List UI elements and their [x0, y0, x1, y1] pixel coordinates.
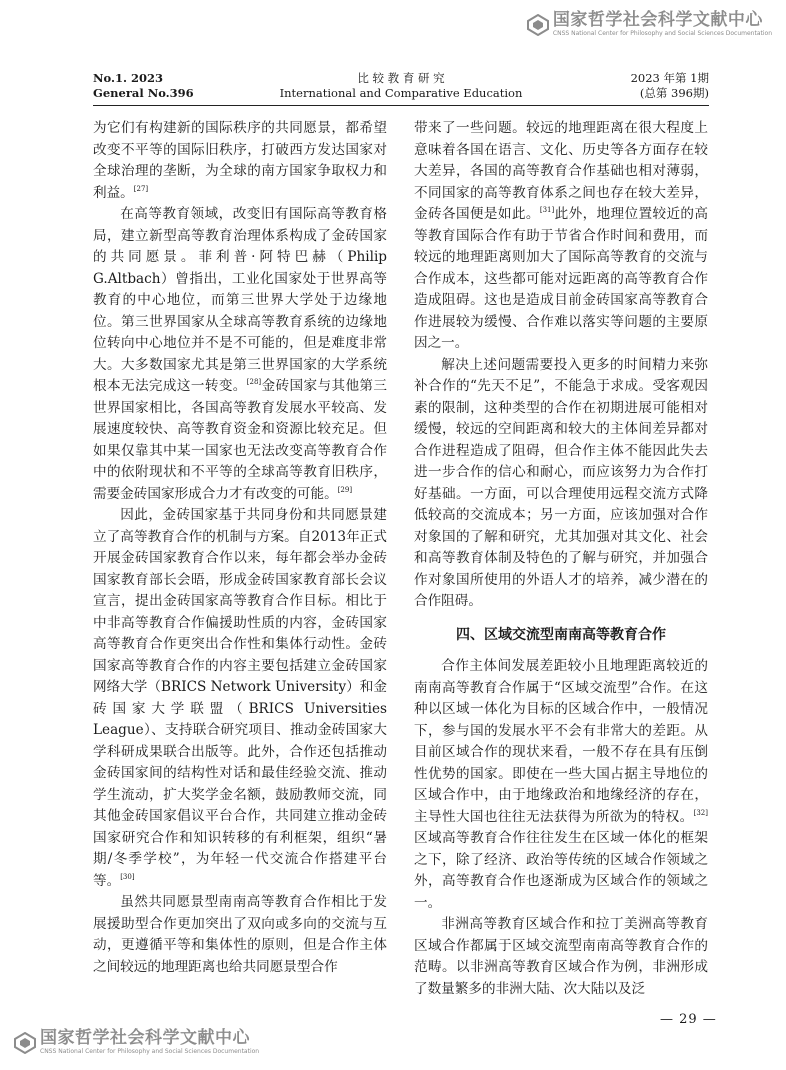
cnss-logo-icon — [527, 14, 549, 36]
watermark-logo-bottom — [14, 1030, 259, 1055]
left-column — [93, 118, 387, 978]
watermark-title: 国家哲学社会科学文献中心 — [552, 10, 763, 30]
paragraph: 非洲高等教育区域合作和拉丁美洲高等教育区域合作都属于区域交流型南南高等教育合作的范畴。以非洲高等教育区域合作为例，非洲形成了数量繁多的非洲大陆、次大陆以及泛 — [414, 916, 708, 997]
watermark-logo-top — [527, 12, 772, 37]
paragraph: 为它们有构建新的国际秩序的共同愿景，都希望改变不平等的国际旧秩序，打破西方发达国家对全球治理的垄断，为全球的南方国家争取权力和利益。[27] — [93, 120, 387, 201]
paragraph: 解决上述问题需要投入更多的时间精力来弥补合作的“先天不足”，不能急于求成。受客观因素的限制，这种类型的合作在初期进展可能相对缓慢，较远的空间距离和较大的主体间差异都对合作进程造成了阻碍，但合作主体不能因此失去进一步合作的信心和耐心，而应该努力为合作打好基础。一方面，可以合理使用远程交流方式降低较高的交流成本；另一方面，应该加强对合作对象国的了解和研究，尤其加强对其文化、社会和高等教育体制及特色的了解与研究，并加强合作对象国所使用的外语人才的培养，减少潜在的合作阻碍。 — [414, 356, 708, 609]
section-heading: 四、区域交流型南南高等教育合作 — [456, 626, 666, 643]
citation-ref: [29] — [337, 485, 353, 494]
journal-title-cn: 比 较 教 育 研 究 — [357, 71, 445, 85]
citation-ref: [27] — [133, 184, 149, 193]
citation-ref: [31] — [539, 206, 555, 214]
page-number: — 29 — — [660, 1012, 717, 1027]
paragraph: 在高等教育领域，改变旧有国际高等教育格局，建立新型高等教育治理体系构成了金砖国家的共同愿景。菲利普·阿特巴赫（Philip G.Altbach）曾指出，工业化国家处于世界高等教育的中心地位，而第三世界大学处于边缘地位。第三世界国家从全球高等教育系统的边缘地位转向中心地位并不是不可能的，但是难度非常大。大多数国家尤其是第三世界国家的大学系统根本无法完成这一转变。[28]金砖国家与其他第三世界国家相比，各国高等教育发展水平较高、发展速度较快、高等教育资金和资源比较充足。但如果仅靠其中某一国家也无法改变高等教育合作中的依附现状和不平等的全球高等教育旧秩序，需要金砖国家形成合力才有改变的可能。[29] — [93, 206, 388, 502]
cnss-logo-icon — [14, 1032, 36, 1054]
issue-number: No.1. 2023 — [93, 71, 163, 85]
paragraph: 合作主体间发展差距较小且地理距离较近的南南高等教育合作属于“区域交流型”合作。在这种以区域一体化为目标的区域合作中，一般情况下，参与国的发展水平不会有非常大的差距。从目前区域合作的现状来看，一般不存在具有压倒性优势的国家。即使在一些大国占据主导地位的区域合作中，由于地缘政治和地缘经济的存在，主导性大国也往往无法获得为所欲为的特权。[32]区域高等教育合作往往发生在区域一体化的框架之下，除了经济、政治等传统的区域合作领域之外，高等教育合作也逐渐成为区域合作的领域之一。 — [414, 658, 708, 911]
issue-info-cn — [631, 71, 709, 101]
journal-header — [93, 71, 709, 106]
journal-title-en: International and Comparative Education — [279, 86, 523, 100]
general-number-cn: (总第 396期) — [639, 86, 709, 100]
general-number: General No.396 — [93, 86, 194, 100]
citation-ref: [32] — [693, 808, 708, 817]
paragraph: 因此，金砖国家基于共同身份和共同愿景建立了高等教育合作的机制与方案。自2013年正式开展金砖国家教育合作以来，每年都会举办金砖国家教育部长会晤，形成金砖国家教育部长会议宣言，提出金砖国家高等教育合作目标。相比于中非高等教育合作偏援助性质的内容，金砖国家高等教育合作更突出合作性和集体行动性。金砖国家高等教育合作的内容主要包括建立金砖国家网络大学（BRICS Network University）和金砖国家大学联盟（BRICS Universities League）、支持联合研究项目、推动金砖国家大学科研成果联合出版等。此外，合作还包括推动金砖国家间的结构性对话和最佳经验交流、推动学生流动，扩大奖学金名额，鼓励教师交流，同其他金砖国家倡议平台合作，共同建立推动金砖国家研究合作和知识转移的有利框架，组织“暑期/冬季学校”，为年轻一代交流合作搭建平台等。[30] — [93, 507, 387, 889]
watermark-title: 国家哲学社会科学文献中心 — [40, 1028, 250, 1048]
watermark-subtitle: CNSS National Center for Philosophy and Social Sciences Documentation — [552, 30, 772, 37]
citation-ref: [30] — [120, 872, 135, 881]
journal-title — [93, 71, 709, 101]
watermark-subtitle: CNSS National Center for Philosophy and Social Sciences Documentation — [40, 1048, 260, 1055]
citation-ref: [28] — [246, 378, 262, 386]
issue-year-cn: 2023 年第 1期 — [630, 71, 709, 85]
right-column — [414, 118, 708, 1000]
paragraph: 带来了一些问题。较远的地理距离在很大程度上意味着各国在语言、文化、历史等各方面存在较大差异，各国的高等教育合作基础也相对薄弱，不同国家的高等教育体系之间也存在较大差异，金砖各国便是如此。[31]此外，地理位置较近的高等教育国际合作有助于节省合作时间和费用，而较远的地理距离则加大了国际高等教育的交流与合作成本，这些都可能对远距离的高等教育合作造成阻碍。这也是造成目前金砖国家高等教育合作进展较为缓慢、合作难以落实等问题的主要原因之一。 — [414, 120, 709, 351]
paragraph: 虽然共同愿景型南南高等教育合作相比于发展援助型合作更加突出了双向或多向的交流与互动，更遵循平等和集体性的原则，但是合作主体之间较远的地理距离也给共同愿景型合作 — [93, 894, 387, 975]
